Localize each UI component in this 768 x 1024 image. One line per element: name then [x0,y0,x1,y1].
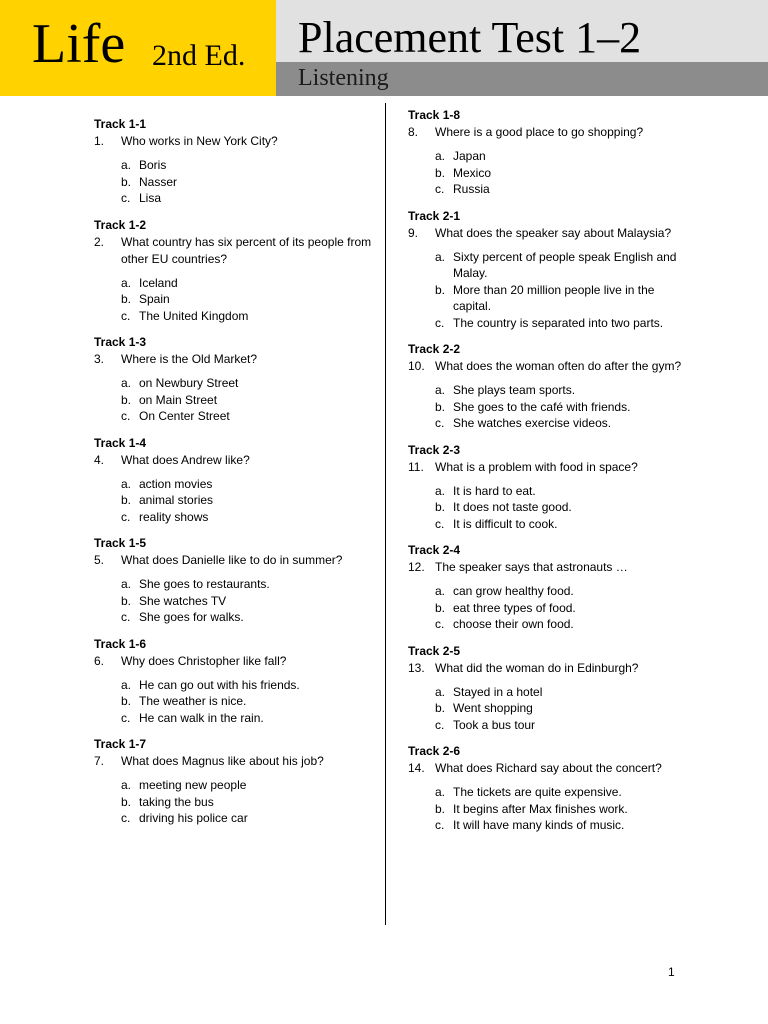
track-label: Track 1-5 [94,536,147,550]
option-letter: a. [435,785,446,799]
option-text: Stayed in a hotel [453,684,543,699]
track-label: Track 2-5 [408,643,461,658]
option-letter: b. [121,292,132,306]
left-column [94,116,376,837]
track-label: Track 2-4 [408,543,461,557]
option-letter: c. [121,811,131,825]
answer-option [94,710,376,727]
question-section [94,334,376,425]
answer-option [94,392,376,409]
option-text: More than 20 million people live in the capital. [453,282,655,313]
option-letter: b. [435,500,446,514]
option-text: can grow healthy food. [453,584,574,598]
answer-option [94,476,376,493]
question-text: Who works in New York City? [121,134,278,148]
track-label: Track 2-1 [408,208,461,223]
question [408,559,688,576]
option-text: The United Kingdom [139,308,249,323]
option-letter: c. [121,409,131,423]
option-text: Sixty percent of people speak English and Malay. [453,249,677,280]
brand-edition: 2nd Ed. [152,39,246,72]
question-number: 4. [94,452,105,467]
option-letter: b. [121,593,132,608]
answer-options [94,476,376,526]
option-letter: a. [435,684,446,699]
option-letter: c. [121,610,131,624]
question-section [408,341,688,432]
option-letter: c. [121,191,131,205]
question [94,351,376,368]
track-label: Track 1-4 [94,435,147,450]
answer-options [94,375,376,425]
answer-option [94,609,376,626]
title-band [276,0,768,62]
option-text: She watches TV [139,593,227,608]
question-text: What does Danielle like to do in summer? [121,553,343,567]
option-letter: b. [121,174,132,189]
answer-option [408,181,688,198]
question [94,753,376,770]
question-section [94,435,376,526]
question-section [94,535,376,626]
answer-option [94,693,376,710]
answer-options [408,249,688,332]
option-letter: b. [121,694,132,708]
question-text: The speaker says that astronauts … [435,560,628,574]
answer-option [94,375,376,392]
option-text: driving his police car [139,811,248,825]
option-letter: b. [121,794,132,809]
answer-option [408,600,688,617]
option-text: reality shows [139,509,209,524]
question-section [94,736,376,827]
answer-option [94,308,376,325]
answer-option [94,576,376,593]
answer-options [94,576,376,626]
answer-option [94,408,376,425]
question-text: What does the speaker say about Malaysia? [435,225,672,240]
answer-option [94,157,376,174]
page-header [0,0,768,96]
answer-option [94,677,376,694]
option-letter: a. [435,483,446,498]
track-label: Track 2-6 [408,744,461,758]
option-text: Nasser [139,174,178,189]
option-text: on Main Street [139,392,218,407]
track-label: Track 1-2 [94,217,147,232]
answer-option [94,794,376,811]
answer-option [94,509,376,526]
answer-option [94,593,376,610]
question-number: 3. [94,352,105,366]
page-subtitle: Listening [298,65,389,91]
answer-option [408,249,688,282]
option-letter: c. [435,182,445,196]
answer-options [408,583,688,633]
track-label: Track 1-3 [94,335,147,349]
question-number: 5. [94,553,105,567]
answer-option [408,483,688,500]
option-text: She watches exercise videos. [453,416,612,430]
option-letter: a. [435,249,446,264]
brand-block [0,0,276,96]
question-number: 2. [94,234,105,249]
answer-option [94,190,376,207]
answer-option [408,165,688,182]
option-text: Lisa [139,191,162,205]
question-section [94,217,376,325]
column-divider [385,103,386,925]
answer-option [408,684,688,701]
answer-option [408,399,688,416]
question-text: What is a problem with food in space? [435,459,638,474]
option-text: on Newbury Street [139,376,239,390]
question [94,452,376,469]
option-text: The country is separated into two parts. [453,315,664,330]
option-text: He can go out with his friends. [139,677,300,692]
question-section [94,636,376,727]
answer-option [408,415,688,432]
question [408,660,688,677]
option-text: It is difficult to cook. [453,516,558,531]
option-text: She goes to the café with friends. [453,399,631,414]
question-text: What country has six percent of its people from other EU countries? [121,234,372,266]
answer-options [408,483,688,533]
question-number: 11. [408,459,424,474]
option-text: Japan [453,149,486,163]
answer-option [408,315,688,332]
track-label: Track 1-1 [94,117,147,131]
track-label: Track 1-7 [94,737,147,751]
option-letter: a. [435,149,446,163]
page-title: Placement Test 1–2 [298,13,642,62]
question-section [94,116,376,207]
question-number: 9. [408,225,419,240]
option-letter: a. [121,376,132,390]
answer-option [408,516,688,533]
option-letter: a. [121,158,132,172]
option-letter: c. [435,516,445,531]
question-number: 10. [408,359,425,373]
track-label: Track 2-2 [408,342,461,356]
answer-option [94,275,376,292]
brand-title: Life [32,13,126,75]
answer-options [408,148,688,198]
option-text: The weather is nice. [139,694,247,708]
answer-option [408,282,688,315]
question [94,234,376,268]
question-number: 13. [408,660,425,675]
question-number: 8. [408,125,419,139]
question-section [408,643,688,734]
option-letter: a. [121,476,132,491]
answer-options [94,777,376,827]
question-number: 7. [94,754,105,768]
option-text: action movies [139,476,213,491]
option-text: Boris [139,158,167,172]
answer-option [408,499,688,516]
question-number: 1. [94,134,105,148]
option-text: Russia [453,182,490,196]
question-text: What did the woman do in Edinburgh? [435,660,639,675]
option-letter: b. [435,165,446,180]
answer-options [408,784,688,834]
question-section [408,107,688,198]
option-text: taking the bus [139,794,214,809]
question-number: 14. [408,761,425,775]
answer-option [408,784,688,801]
option-letter: b. [435,600,446,615]
option-text: animal stories [139,493,214,507]
option-text: It does not taste good. [453,500,572,514]
question-section [408,542,688,633]
answer-options [94,157,376,207]
answer-option [408,148,688,165]
answer-option [408,801,688,818]
answer-option [94,777,376,794]
question-text: Where is a good place to go shopping? [435,125,644,139]
question [94,653,376,670]
option-text: The tickets are quite expensive. [453,785,622,799]
option-text: On Center Street [139,409,230,423]
question-text: What does the woman often do after the gym? [435,359,682,373]
option-letter: b. [435,399,446,414]
question [408,225,688,242]
option-letter: a. [435,584,446,598]
option-text: Iceland [139,275,178,290]
question-text: What does Richard say about the concert? [435,761,662,775]
question-number: 12. [408,560,425,574]
option-letter: c. [121,308,131,323]
answer-option [94,291,376,308]
question-text: What does Andrew like? [121,452,250,467]
option-text: She goes for walks. [139,610,244,624]
answer-option [408,717,688,734]
option-letter: c. [435,717,445,732]
option-letter: b. [435,701,446,715]
question [408,358,688,375]
question-section [408,442,688,533]
question-text: Why does Christopher like fall? [121,653,287,668]
question-text: What does Magnus like about his job? [121,754,324,768]
option-text: Spain [139,292,170,306]
option-letter: a. [121,778,132,792]
question [408,124,688,141]
option-letter: c. [435,818,445,832]
answer-option [94,810,376,827]
track-label: Track 1-6 [94,636,147,651]
answer-option [94,492,376,509]
answer-options [408,684,688,734]
option-letter: a. [435,383,446,397]
option-letter: c. [121,509,131,524]
option-text: It will have many kinds of music. [453,818,625,832]
option-letter: a. [121,275,132,290]
option-letter: a. [121,677,132,692]
subtitle-band [276,62,768,96]
option-letter: c. [435,617,445,631]
option-letter: b. [435,801,446,816]
option-text: Took a bus tour [453,717,536,732]
question [408,760,688,777]
track-label: Track 2-3 [408,442,461,457]
answer-option [408,700,688,717]
question-number: 6. [94,653,105,668]
answer-option [408,583,688,600]
option-letter: c. [435,315,445,330]
answer-option [408,382,688,399]
option-text: Went shopping [453,701,533,715]
question-text: Where is the Old Market? [121,352,258,366]
option-letter: b. [435,282,446,297]
track-label: Track 1-8 [408,108,461,122]
answer-options [94,677,376,727]
right-column [408,107,688,844]
option-text: It is hard to eat. [453,483,536,498]
option-text: It begins after Max finishes work. [453,801,628,816]
question-section [408,208,688,332]
answer-option [408,616,688,633]
option-text: He can walk in the rain. [139,710,264,725]
answer-options [408,382,688,432]
option-text: eat three types of food. [453,600,576,615]
option-letter: b. [121,392,132,407]
option-text: Mexico [453,165,492,180]
answer-options [94,275,376,325]
option-text: She goes to restaurants. [139,577,270,591]
question-section [408,743,688,834]
option-letter: c. [121,710,131,725]
option-letter: c. [435,416,445,430]
option-text: She plays team sports. [453,383,576,397]
option-text: choose their own food. [453,617,574,631]
question [94,133,376,150]
question [408,459,688,476]
answer-option [408,817,688,834]
option-letter: b. [121,493,132,507]
option-text: meeting new people [139,778,247,792]
answer-option [94,174,376,191]
question [94,552,376,569]
option-letter: a. [121,577,132,591]
page-number: 1 [668,965,675,979]
